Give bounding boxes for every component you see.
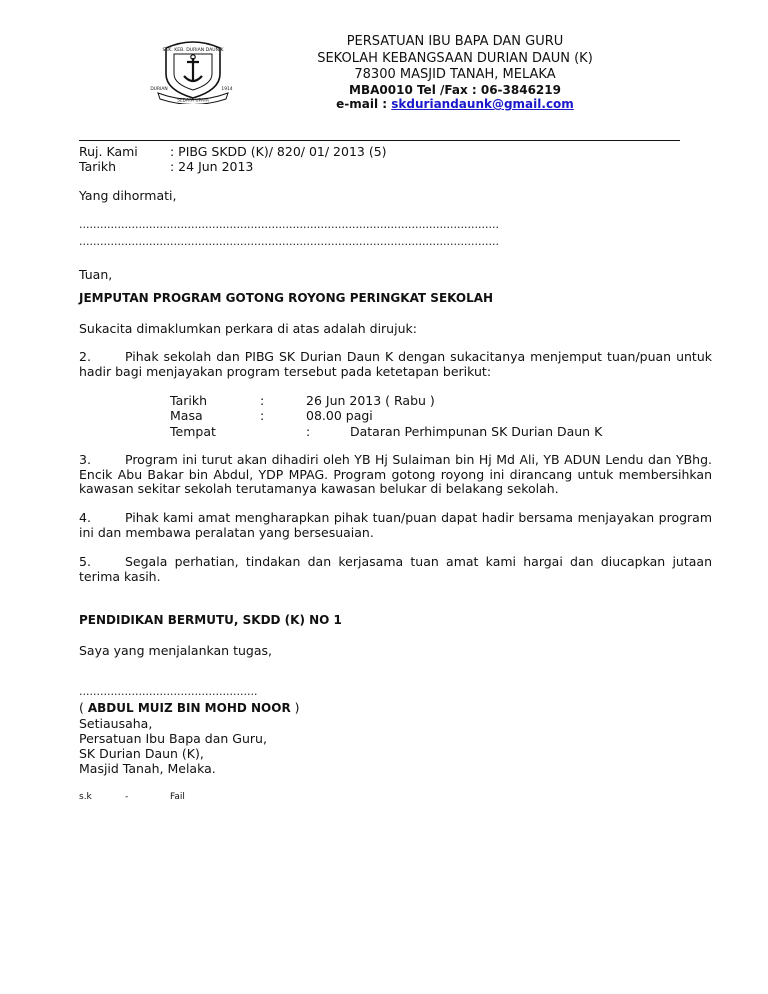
detail-label-tempat: Tempat xyxy=(170,424,216,439)
paragraph-2-number: 2. xyxy=(79,349,91,364)
crest-motto: SEDAYA UPAYA xyxy=(177,98,209,104)
signature-dots: …………………………………………… xyxy=(79,686,258,698)
school-crest-logo xyxy=(150,38,236,104)
paragraph-3-text: Program ini turut akan dihadiri oleh YB Hj Sulaiman bin Hj Md Ali, YB ADUN Lendu dan YBhg. Encik Abu Bakar bin Abdul, YDP MPAG. Program gotong royong ini dirancang untuk membersihkan kawasan sekitar sekolah terutamanya kawasan belukar di belakang sekolah. xyxy=(79,452,712,496)
letterhead-line-phone: MBA0010 Tel /Fax : 06-3846219 xyxy=(349,83,561,97)
paragraph-5-text: Segala perhatian, tindakan dan kerjasama tuan amat kami hargai dan diucapkan jutaan terima kasih. xyxy=(79,554,712,584)
ruj-label: Ruj. Kami xyxy=(79,144,138,159)
crest-anchor xyxy=(184,58,202,82)
paragraph-4-number: 4. xyxy=(79,510,91,525)
signatory-name-open: ( xyxy=(79,700,88,715)
address-dots-line-2: ………………………………………………………………………………………………………… xyxy=(79,236,499,248)
closing-line: Saya yang menjalankan tugas, xyxy=(79,643,272,658)
signatory-name-close: ) xyxy=(290,700,300,715)
detail-value-tempat: Dataran Perhimpunan SK Durian Daun K xyxy=(350,424,603,439)
crest-arc-text: SEK. KEB. DURIAN DAUN K xyxy=(162,48,224,53)
paragraph-4-text: Pihak kami amat mengharapkan pihak tuan/puan dapat hadir bersama menjayakan program ini dan membawa peralatan yang bersesuaian. xyxy=(79,510,712,540)
salutation: Tuan, xyxy=(79,267,113,282)
detail-colon-tempat: : xyxy=(306,424,311,439)
letterhead-divider xyxy=(79,140,680,141)
motto-line: PENDIDIKAN BERMUTU, SKDD (K) NO 1 xyxy=(79,613,342,627)
email-label: e-mail : xyxy=(336,97,392,111)
paragraph-4 xyxy=(79,511,712,540)
greeting: Yang dihormati, xyxy=(79,188,177,203)
ruj-value: : PIBG SKDD (K)/ 820/ 01/ 2013 (5) xyxy=(170,144,387,159)
crest-side-right: 1914 xyxy=(221,87,233,92)
crest-side-left: DURIAN xyxy=(150,87,168,92)
signatory-title-4: Masjid Tanah, Melaka. xyxy=(79,761,216,776)
signatory-title-2: Persatuan Ibu Bapa dan Guru, xyxy=(79,731,267,746)
detail-colon-masa: : xyxy=(260,408,265,423)
letterhead-line-address: 78300 MASJID TANAH, MELAKA xyxy=(354,67,556,82)
paragraph-5 xyxy=(79,555,712,584)
tarikh-label: Tarikh xyxy=(79,159,116,174)
tarikh-value: : 24 Jun 2013 xyxy=(170,159,254,174)
letterhead-email-row xyxy=(230,96,680,112)
paragraph-3-number: 3. xyxy=(79,452,91,467)
detail-label-masa: Masa xyxy=(170,408,203,423)
intro-paragraph: Sukacita dimaklumkan perkara di atas adalah dirujuk: xyxy=(79,321,417,336)
letterhead-line-organisation: PERSATUAN IBU BAPA DAN GURU xyxy=(346,34,564,49)
signatory-title-1: Setiausaha, xyxy=(79,716,153,731)
paragraph-5-number: 5. xyxy=(79,554,91,569)
signatory-title-3: SK Durian Daun (K), xyxy=(79,746,204,761)
letterhead-line-school: SEKOLAH KEBANGSAAN DURIAN DAUN (K) xyxy=(317,51,593,66)
address-dots-line-1: ………………………………………………………………………………………………………… xyxy=(79,219,499,231)
sk-label: s.k xyxy=(79,792,92,802)
paragraph-2-text: Pihak sekolah dan PIBG SK Durian Daun K dengan sukacitanya menjemput tuan/puan untuk hadir bagi menjayakan program tersebut pada ketetapan berikut: xyxy=(79,349,712,379)
paragraph-3 xyxy=(79,453,712,497)
sk-value: Fail xyxy=(170,792,185,802)
detail-colon-tarikh: : xyxy=(260,393,265,408)
sk-dash: - xyxy=(125,792,129,802)
detail-label-tarikh: Tarikh xyxy=(170,393,207,408)
signatory-name: ABDUL MUIZ BIN MOHD NOOR xyxy=(87,701,291,715)
signatory-name-row xyxy=(79,700,300,715)
subject-heading: JEMPUTAN PROGRAM GOTONG ROYONG PERINGKAT SEKOLAH xyxy=(79,291,494,305)
detail-value-masa: 08.00 pagi xyxy=(306,408,373,423)
email-link[interactable]: skduriandaunk@gmail.com xyxy=(391,97,574,111)
paragraph-2 xyxy=(79,350,712,379)
detail-value-tarikh: 26 Jun 2013 ( Rabu ) xyxy=(306,393,435,408)
